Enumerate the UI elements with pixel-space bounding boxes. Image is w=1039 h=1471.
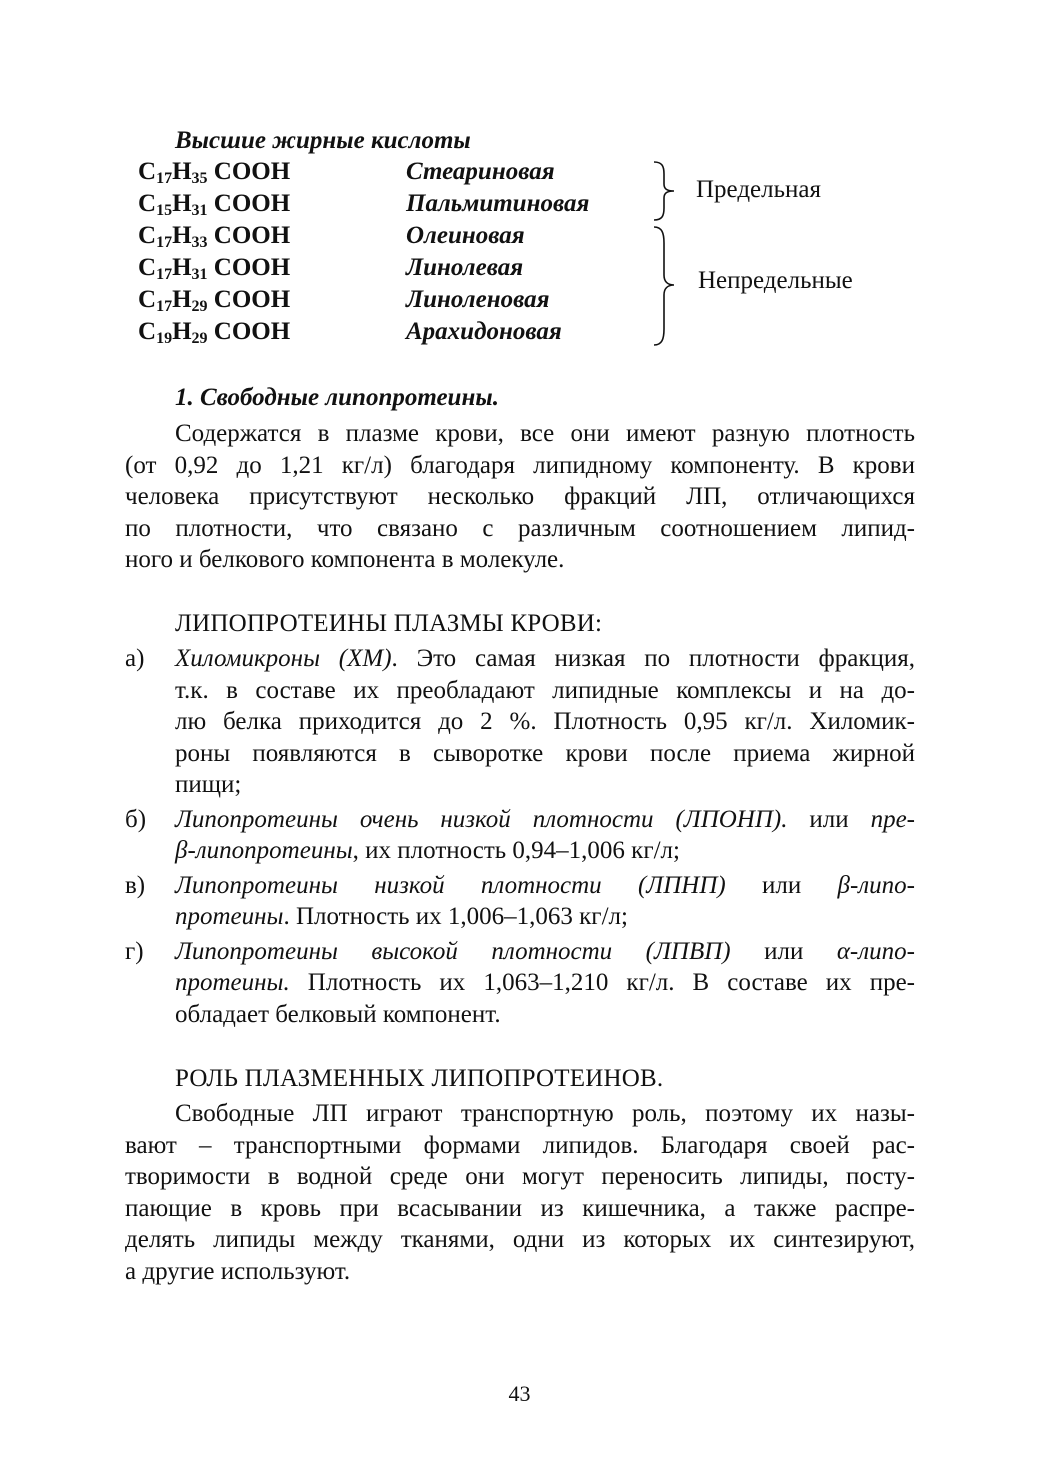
- saturated-label: Предельная: [696, 176, 821, 203]
- text-run: т.к. в составе их преобладают липидные комплексы и на до-: [175, 676, 915, 704]
- text-run: протеины: [175, 903, 284, 930]
- list-item-line: [175, 804, 915, 836]
- text-run: . Это самая низкая по плотности фракция,: [391, 645, 915, 672]
- text-run: Липопротеины высокой плотности (ЛПВП): [175, 937, 731, 965]
- text-run: или: [725, 871, 838, 899]
- list-marker: б): [125, 805, 147, 833]
- text-run: обладает белковый компонент.: [175, 1000, 501, 1028]
- fatty-acid-name: Линолевая: [406, 254, 524, 281]
- formula-group: COOH: [213, 286, 291, 313]
- formula-group: COOH: [213, 318, 291, 345]
- list-item-line: [175, 870, 915, 902]
- paragraph-line: человека присутствуют несколько фракций ЛП, отличающихся: [125, 483, 915, 510]
- text-run: Плотность их 1,063–1,210 кг/л. В составе их пре-: [289, 969, 915, 996]
- fatty-acid-name: Стеариновая: [406, 158, 555, 185]
- paragraph-line: Свободные ЛП играют транспортную роль, поэтому их назы-: [175, 1100, 915, 1127]
- list-item-line: [175, 901, 915, 933]
- formula-part: 29: [191, 330, 208, 347]
- paragraph-free-lipoproteins: [125, 418, 915, 576]
- page-number: 43: [508, 1381, 531, 1406]
- lipoprotein-list: [125, 643, 915, 1033]
- text-run: , их плотность 0,94–1,006 кг/л;: [352, 837, 680, 864]
- list-item-line: [175, 675, 915, 707]
- text-run: β-липо-: [837, 871, 916, 899]
- formula-part: H: [172, 222, 192, 249]
- formula-part: 31: [191, 266, 208, 283]
- text-run: пищи;: [175, 771, 242, 798]
- text-run: или: [787, 805, 871, 833]
- unsaturated-label: Непредельные: [698, 267, 853, 294]
- text-run: пре-: [870, 805, 915, 833]
- text-run: протеины.: [175, 969, 290, 996]
- saturated-brace: [650, 160, 690, 222]
- paragraph-line: по плотности, что связано с различным соотношением липид-: [125, 514, 915, 542]
- fatty-acid-name: Олеиновая: [406, 222, 525, 249]
- text-run: или: [730, 937, 837, 965]
- list-item-line: [175, 769, 915, 801]
- formula-part: 17: [156, 234, 173, 251]
- formula-part: C: [138, 158, 157, 185]
- formula-group: COOH: [213, 222, 291, 249]
- text-run: Хиломикроны (ХМ): [175, 645, 392, 672]
- text-run: α-липо-: [836, 937, 915, 965]
- formula-part: H: [172, 286, 192, 313]
- paragraph-line: Содержатся в плазме крови, все они имеют разную плотность: [175, 420, 915, 447]
- fatty-acid-name: Линоленовая: [406, 286, 550, 313]
- lipoprotein-list-item: [125, 643, 915, 801]
- fatty-acids-title: Высшие жирные кислоты: [175, 127, 471, 154]
- unsaturated-brace: [650, 225, 690, 347]
- fatty-acid-name: Арахидоновая: [406, 318, 562, 345]
- lipoprotein-list-item: [125, 804, 915, 867]
- list-item-line: [175, 738, 915, 770]
- fatty-acid-formula: [138, 254, 290, 282]
- lipoprotein-list-item: [125, 870, 915, 933]
- list-marker: а): [125, 645, 145, 672]
- formula-part: 19: [156, 330, 173, 347]
- formula-group: COOH: [213, 254, 291, 281]
- formula-part: C: [138, 286, 157, 313]
- formula-part: H: [172, 190, 192, 217]
- paragraph-role: [125, 1098, 915, 1287]
- formula-part: 33: [191, 234, 208, 251]
- text-run: β-липопротеины: [175, 837, 353, 864]
- fatty-acid-name: Пальмитиновая: [406, 190, 590, 217]
- list-item-line: [175, 999, 915, 1031]
- list-item-line: [175, 936, 915, 968]
- formula-part: 17: [156, 298, 173, 315]
- formula-part: 17: [156, 170, 173, 187]
- formula-part: C: [138, 222, 157, 249]
- formula-part: 35: [191, 170, 208, 187]
- fatty-acid-formula: [138, 286, 290, 314]
- paragraph-line: (от 0,92 до 1,21 кг/л) благодаря липидному компоненту. В крови: [125, 451, 915, 479]
- paragraph-line: творимости в водной среде они могут переносить липиды, посту-: [125, 1163, 915, 1190]
- list-item-line: [175, 706, 915, 738]
- fatty-acid-formula: [138, 318, 290, 346]
- formula-part: 15: [156, 202, 173, 219]
- section-heading-plasma-lipoproteins: ЛИПОПРОТЕИНЫ ПЛАЗМЫ КРОВИ:: [175, 610, 603, 637]
- text-run: . Плотность их 1,006–1,063 кг/л;: [283, 903, 628, 930]
- list-item-line: [175, 835, 915, 867]
- paragraph-line: делять липиды между тканями, одни из которых их синтезируют,: [125, 1226, 915, 1253]
- formula-part: H: [172, 254, 192, 281]
- formula-part: 17: [156, 266, 173, 283]
- formula-part: 31: [191, 202, 208, 219]
- list-marker: г): [125, 937, 144, 965]
- lipoprotein-list-item: [125, 936, 915, 1031]
- paragraph-line: а другие используют.: [125, 1257, 351, 1285]
- fatty-acid-formula: [138, 158, 290, 186]
- text-run: Липопротеины очень низкой плотности (ЛПОНП).: [175, 805, 788, 833]
- fatty-acid-formula: [138, 190, 290, 218]
- fatty-acid-formula: [138, 222, 290, 250]
- formula-group: COOH: [213, 190, 291, 217]
- paragraph-line: пающие в кровь при всасывании из кишечника, а также распре-: [125, 1194, 915, 1222]
- formula-group: COOH: [213, 158, 291, 185]
- list-marker: в): [125, 871, 146, 899]
- section-heading-free-lipoproteins: 1. Свободные липопротеины.: [175, 384, 499, 411]
- paragraph-line: вают – транспортными формами липидов. Благодаря своей рас-: [125, 1131, 915, 1159]
- formula-part: C: [138, 318, 157, 345]
- text-run: Липопротеины низкой плотности (ЛПНП): [175, 871, 726, 899]
- formula-part: H: [172, 158, 192, 185]
- paragraph-line: ного и белкового компонента в молекуле.: [125, 546, 565, 573]
- formula-part: 29: [191, 298, 208, 315]
- formula-part: C: [138, 190, 157, 217]
- text-run: роны появляются в сыворотке крови после приема жирной: [175, 739, 915, 767]
- list-item-line: [175, 643, 915, 675]
- text-run: лю белка приходится до 2 %. Плотность 0,95 кг/л. Хиломик-: [175, 708, 915, 735]
- formula-part: H: [172, 318, 192, 345]
- section-heading-role: РОЛЬ ПЛАЗМЕННЫХ ЛИПОПРОТЕИНОВ.: [175, 1065, 664, 1092]
- list-item-line: [175, 967, 915, 999]
- formula-part: C: [138, 254, 157, 281]
